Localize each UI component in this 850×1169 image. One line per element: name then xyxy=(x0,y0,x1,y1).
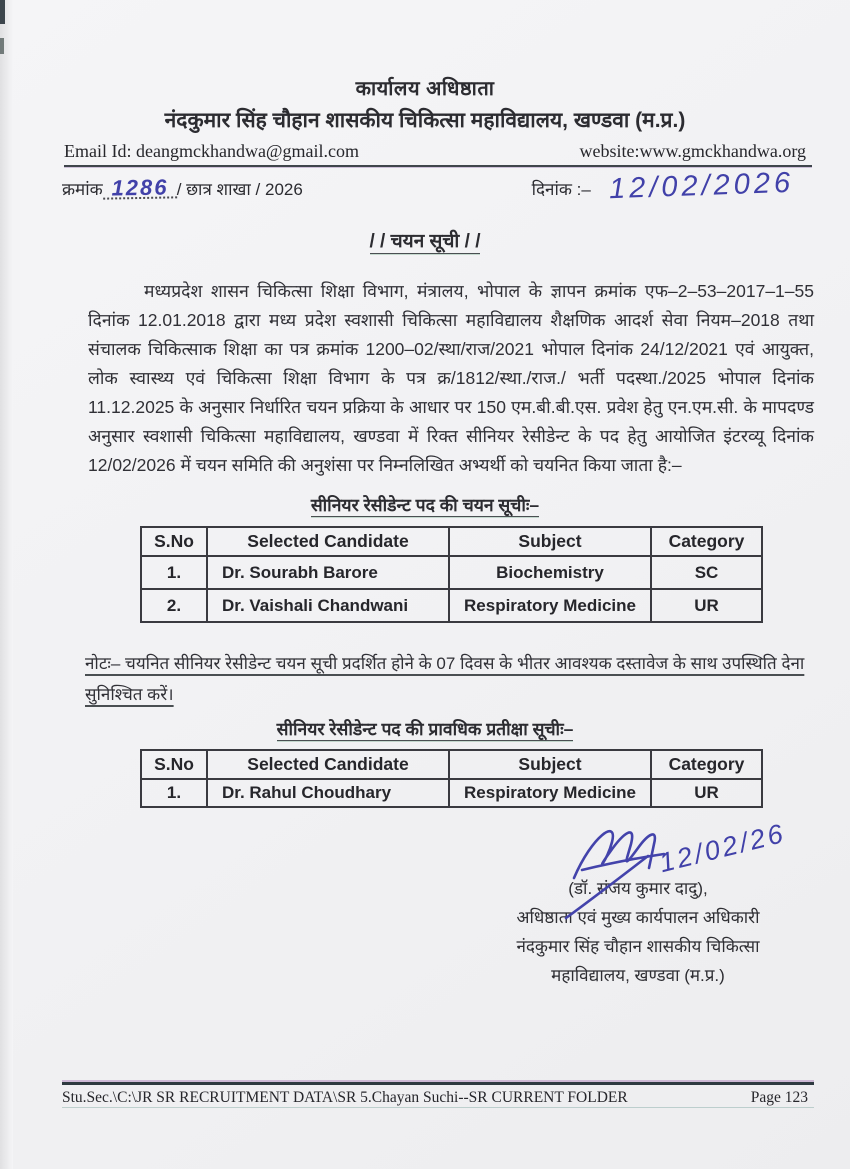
cell-subject: Respiratory Medicine xyxy=(449,779,651,807)
date-row xyxy=(531,166,806,206)
col-subject: Subject xyxy=(449,750,651,779)
col-candidate: Selected Candidate xyxy=(207,750,449,779)
selection-table xyxy=(140,526,763,623)
signature-date-handwritten: 12/02/26 xyxy=(656,817,789,879)
scanner-edge-artifact xyxy=(0,0,13,1169)
selection-list-heading: सीनियर रेसीडेन्ट पद की चयन सूचीः– xyxy=(310,495,540,515)
cell-category: UR xyxy=(651,779,762,807)
table-row xyxy=(141,779,762,807)
table-row xyxy=(141,556,762,589)
table-header-row xyxy=(141,750,762,779)
page-footer xyxy=(62,1082,814,1107)
reference-row xyxy=(62,166,806,206)
note-text: नोटः– चयनित सीनियर रेसीडेन्ट चयन सूची प्रदर्शित होने के 07 दिवस के भीतर आवश्यक दस्तावेज के साथ उपस्थिति देना सुनिश्चित करें। xyxy=(85,654,805,704)
cell-sno: 1. xyxy=(141,556,207,589)
col-category: Category xyxy=(651,750,762,779)
letterhead xyxy=(0,0,850,206)
cell-candidate: Dr. Vaishali Chandwani xyxy=(207,589,449,622)
col-candidate: Selected Candidate xyxy=(207,527,449,556)
cell-category: SC xyxy=(651,556,762,589)
website-address: website:www.gmckhandwa.org xyxy=(579,141,806,161)
signature-block xyxy=(452,818,824,990)
page-number: Page 123 xyxy=(750,1089,808,1106)
cell-candidate: Dr. Sourabh Barore xyxy=(207,556,449,589)
document-title: / / चयन सूची / / xyxy=(369,231,481,252)
scanner-corner-mark-2 xyxy=(0,38,4,54)
signatory-name: (डॉ. संजय कुमार दादु), xyxy=(568,879,708,898)
contact-row xyxy=(64,141,812,167)
col-sno: S.No xyxy=(141,527,207,556)
scanner-corner-mark xyxy=(0,0,5,24)
cell-subject: Respiratory Medicine xyxy=(449,589,651,622)
cell-sno: 1. xyxy=(141,779,207,807)
cell-sno: 2. xyxy=(141,589,207,622)
cell-candidate: Dr. Rahul Choudhary xyxy=(207,779,449,807)
waiting-table xyxy=(140,749,763,808)
reference-number xyxy=(62,174,303,201)
handwritten-signature xyxy=(552,812,752,922)
footer-file-path: Stu.Sec.\C:\JR SR RECRUITMENT DATA\SR 5.Chayan Suchi--SR CURRENT FOLDER xyxy=(62,1089,628,1106)
col-category: Category xyxy=(651,527,762,556)
office-title: कार्यालय अधिष्ठाता xyxy=(355,78,495,100)
signatory-designation: अधिष्ठाता एवं मुख्य कार्यपालन अधिकारी xyxy=(516,908,760,927)
col-subject: Subject xyxy=(449,527,651,556)
reference-prefix: क्रमांक xyxy=(62,180,103,199)
signatory-org-line1: नंदकुमार सिंह चौहान शासकीय चिकित्सा xyxy=(516,937,760,956)
body-paragraph: मध्यप्रदेश शासन चिकित्सा शिक्षा विभाग, मंत्रालय, भोपाल के ज्ञापन क्रमांक एफ–2–53–2017–1–55 दिनांक 12.01.2018 द्वारा मध्य प्रदेश स्वशासी चिकित्सा महाविद्यालय शैक्षणिक आदर्श सेवा नियम–2018 तथा संचालक चिकित्साक शिक्षा का पत्र क्रमांक 1200–02/स्था/राज/2021 भोपाल दिनांक 24/12/2021 एवं आयुक्त, लोक स्वास्थ्य एवं चिकित्सा शिक्षा विभाग के पत्र क्र/1812/स्था./राज./ भर्ती पदस्था./2025 भोपाल दिनांक 11.12.2025 के अनुसार निर्धारित चयन प्रक्रिया के आधार पर 150 एम.बी.बी.एस. प्रवेश हेतु एन.एम.सी. के मापदण्ड अनुसार स्वशासी चिकित्सा महाविद्यालय, खण्डवा में रिक्त सीनियर रेसीडेन्ट के पद हेतु आयोजित इंटरव्यू दिनांक 12/02/2026 में चयन समिति की अनुशंसा पर निम्नलिखित अभ्यर्थी को चयनित किया जाता है:– xyxy=(88,281,814,475)
date-label: दिनांक :– xyxy=(531,180,591,199)
reference-number-handwritten: 1286 xyxy=(103,178,177,199)
reference-suffix: / छात्र शाखा / 2026 xyxy=(176,180,303,199)
date-handwritten: 12/02/2026 xyxy=(608,166,795,206)
col-sno: S.No xyxy=(141,750,207,779)
college-name: नंदकुमार सिंह चौहान शासकीय चिकित्सा महाविद्यालय, खण्डवा (म.प्र.) xyxy=(164,109,686,132)
cell-category: UR xyxy=(651,589,762,622)
table-header-row xyxy=(141,527,762,556)
table-row xyxy=(141,589,762,622)
waiting-list-heading: सीनियर रेसीडेन्ट पद की प्रावधिक प्रतीक्षा सूचीः– xyxy=(276,719,574,739)
cell-subject: Biochemistry xyxy=(449,556,651,589)
signatory-org-line2: महाविद्यालय, खण्डवा (म.प्र.) xyxy=(551,966,725,985)
email-address: Email Id: deangmckhandwa@gmail.com xyxy=(64,141,359,161)
